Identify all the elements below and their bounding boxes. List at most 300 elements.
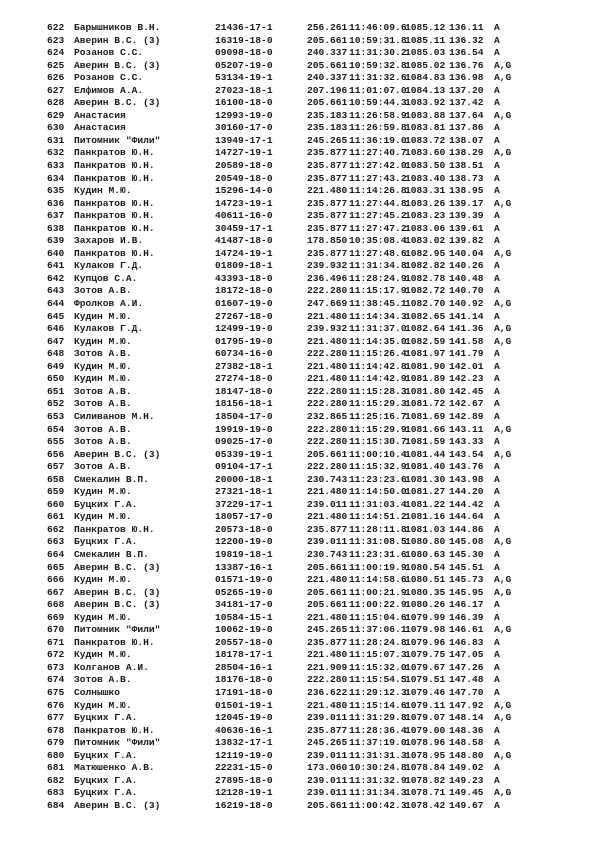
ring-code: 27023-18-1 xyxy=(215,84,273,96)
owner-name: Зотов А.В. xyxy=(74,385,132,397)
coefficient: 142.23 xyxy=(449,373,484,385)
owner-name: Панкратов Ю.Н. xyxy=(74,247,155,259)
table-row xyxy=(0,361,600,374)
speed: 1079.75 xyxy=(405,649,446,661)
coefficient: 137.64 xyxy=(449,109,484,121)
owner-name: Анастасия xyxy=(74,122,126,134)
owner-name: Аверин В.С. (3) xyxy=(74,599,161,611)
row-number: 654 xyxy=(47,423,65,435)
owner-name: Кулаков Г.Д. xyxy=(74,260,144,272)
arrival-time: 11:14:35.0 xyxy=(349,335,407,347)
flags: A xyxy=(494,398,500,410)
row-number: 643 xyxy=(47,285,65,297)
arrival-time: 11:25:16.7 xyxy=(349,410,407,422)
table-row xyxy=(0,624,600,637)
ring-code: 30459-17-1 xyxy=(215,222,273,234)
table-row xyxy=(0,574,600,587)
speed: 1082.95 xyxy=(405,247,446,259)
row-number: 627 xyxy=(47,84,65,96)
speed: 1081.72 xyxy=(405,398,446,410)
flags: A xyxy=(494,222,500,234)
ring-code: 13387-16-1 xyxy=(215,561,273,573)
speed: 1083.31 xyxy=(405,185,446,197)
arrival-time: 11:14:26.8 xyxy=(349,185,407,197)
ring-code: 13832-17-1 xyxy=(215,737,273,749)
arrival-time: 11:27:43.2 xyxy=(349,172,407,184)
coefficient: 149.67 xyxy=(449,799,484,811)
coefficient: 144.42 xyxy=(449,498,484,510)
flags: A,G xyxy=(494,59,512,71)
speed: 1081.89 xyxy=(405,373,446,385)
owner-name: Зотов А.В. xyxy=(74,398,132,410)
table-row xyxy=(0,386,600,399)
coefficient: 148.58 xyxy=(449,737,484,749)
flags: A xyxy=(494,348,500,360)
distance: 221.480 xyxy=(307,335,348,347)
coefficient: 143.98 xyxy=(449,473,484,485)
flags: A,G xyxy=(494,536,512,548)
ring-code: 12128-19-1 xyxy=(215,787,273,799)
coefficient: 147.05 xyxy=(449,649,484,661)
row-number: 628 xyxy=(47,97,65,109)
arrival-time: 11:27:48.6 xyxy=(349,247,407,259)
row-number: 638 xyxy=(47,222,65,234)
arrival-time: 11:15:29.3 xyxy=(349,398,407,410)
row-number: 669 xyxy=(47,611,65,623)
flags: A xyxy=(494,661,500,673)
flags: A,G xyxy=(494,335,512,347)
coefficient: 140.92 xyxy=(449,298,484,310)
speed: 1080.26 xyxy=(405,599,446,611)
coefficient: 149.45 xyxy=(449,787,484,799)
owner-name: Кудин М.Ю. xyxy=(74,611,132,623)
coefficient: 140.26 xyxy=(449,260,484,272)
row-number: 670 xyxy=(47,624,65,636)
ring-code: 05265-19-0 xyxy=(215,586,273,598)
arrival-time: 11:00:22.9 xyxy=(349,599,407,611)
flags: A xyxy=(494,649,500,661)
row-number: 645 xyxy=(47,310,65,322)
owner-name: Анастасия xyxy=(74,109,126,121)
coefficient: 148.14 xyxy=(449,712,484,724)
row-number: 629 xyxy=(47,109,65,121)
table-row xyxy=(0,398,600,411)
coefficient: 142.01 xyxy=(449,360,484,372)
row-number: 675 xyxy=(47,686,65,698)
speed: 1079.96 xyxy=(405,636,446,648)
flags: A xyxy=(494,762,500,774)
coefficient: 140.04 xyxy=(449,247,484,259)
table-row xyxy=(0,160,600,173)
coefficient: 137.20 xyxy=(449,84,484,96)
arrival-time: 11:14:51.2 xyxy=(349,511,407,523)
coefficient: 136.32 xyxy=(449,34,484,46)
speed: 1083.02 xyxy=(405,235,446,247)
flags: A xyxy=(494,461,500,473)
distance: 235.877 xyxy=(307,247,348,259)
table-row xyxy=(0,22,600,35)
flags: A xyxy=(494,235,500,247)
arrival-time: 11:00:10.4 xyxy=(349,448,407,460)
table-row xyxy=(0,536,600,549)
row-number: 660 xyxy=(47,498,65,510)
owner-name: Купцов С.А. xyxy=(74,272,138,284)
distance: 239.011 xyxy=(307,774,348,786)
owner-name: Зотов А.В. xyxy=(74,674,132,686)
row-number: 640 xyxy=(47,247,65,259)
row-number: 647 xyxy=(47,335,65,347)
distance: 235.877 xyxy=(307,523,348,535)
table-row xyxy=(0,775,600,788)
flags: A,G xyxy=(494,749,512,761)
ring-code: 27321-18-1 xyxy=(215,486,273,498)
coefficient: 142.89 xyxy=(449,410,484,422)
speed: 1081.66 xyxy=(405,423,446,435)
flags: A xyxy=(494,511,500,523)
speed: 1079.07 xyxy=(405,712,446,724)
distance: 205.661 xyxy=(307,59,348,71)
speed: 1081.40 xyxy=(405,461,446,473)
arrival-time: 11:28:36.4 xyxy=(349,724,407,736)
owner-name: Силиванов М.Н. xyxy=(74,410,155,422)
arrival-time: 11:15:54.5 xyxy=(349,674,407,686)
owner-name: Солнышко xyxy=(74,686,121,698)
distance: 222.280 xyxy=(307,398,348,410)
coefficient: 147.92 xyxy=(449,699,484,711)
row-number: 668 xyxy=(47,599,65,611)
arrival-time: 11:28:24.9 xyxy=(349,272,407,284)
row-number: 662 xyxy=(47,523,65,535)
arrival-time: 11:36:19.0 xyxy=(349,134,407,146)
owner-name: Кудин М.Ю. xyxy=(74,486,132,498)
owner-name: Аверин В.С. (3) xyxy=(74,799,161,811)
ring-code: 18176-18-0 xyxy=(215,674,273,686)
table-row xyxy=(0,549,600,562)
speed: 1081.59 xyxy=(405,436,446,448)
arrival-time: 11:15:29.9 xyxy=(349,423,407,435)
speed: 1081.44 xyxy=(405,448,446,460)
flags: A xyxy=(494,724,500,736)
distance: 230.743 xyxy=(307,548,348,560)
table-row xyxy=(0,47,600,60)
table-row xyxy=(0,72,600,85)
ring-code: 16100-18-0 xyxy=(215,97,273,109)
row-number: 655 xyxy=(47,436,65,448)
coefficient: 145.95 xyxy=(449,586,484,598)
owner-name: Панкратов Ю.Н. xyxy=(74,147,155,159)
ring-code: 14723-19-1 xyxy=(215,197,273,209)
results-table xyxy=(0,22,600,812)
speed: 1085.03 xyxy=(405,47,446,59)
ring-code: 17191-18-0 xyxy=(215,686,273,698)
table-row xyxy=(0,223,600,236)
distance: 240.337 xyxy=(307,47,348,59)
flags: A xyxy=(494,22,500,33)
table-row xyxy=(0,273,600,286)
row-number: 666 xyxy=(47,574,65,586)
flags: A xyxy=(494,799,500,811)
table-row xyxy=(0,599,600,612)
arrival-time: 11:23:23.6 xyxy=(349,473,407,485)
row-number: 641 xyxy=(47,260,65,272)
arrival-time: 11:37:19.0 xyxy=(349,737,407,749)
owner-name: Буцких Г.А. xyxy=(74,536,138,548)
flags: A xyxy=(494,385,500,397)
speed: 1083.50 xyxy=(405,160,446,172)
flags: A xyxy=(494,360,500,372)
arrival-time: 11:14:34.3 xyxy=(349,310,407,322)
ring-code: 18178-17-1 xyxy=(215,649,273,661)
owner-name: Буцких Г.А. xyxy=(74,498,138,510)
row-number: 633 xyxy=(47,160,65,172)
speed: 1082.72 xyxy=(405,285,446,297)
flags: A xyxy=(494,498,500,510)
distance: 236.496 xyxy=(307,272,348,284)
arrival-time: 11:15:04.6 xyxy=(349,611,407,623)
flags: A xyxy=(494,47,500,59)
distance: 235.877 xyxy=(307,210,348,222)
table-row xyxy=(0,424,600,437)
arrival-time: 11:00:21.9 xyxy=(349,586,407,598)
distance: 205.661 xyxy=(307,448,348,460)
distance: 173.060 xyxy=(307,762,348,774)
speed: 1080.51 xyxy=(405,574,446,586)
table-row xyxy=(0,587,600,600)
ring-code: 12119-19-0 xyxy=(215,749,273,761)
ring-code: 20573-18-0 xyxy=(215,523,273,535)
speed: 1081.80 xyxy=(405,385,446,397)
speed: 1085.11 xyxy=(405,34,446,46)
table-row xyxy=(0,210,600,223)
distance: 221.480 xyxy=(307,574,348,586)
speed: 1083.92 xyxy=(405,97,446,109)
distance: 235.183 xyxy=(307,109,348,121)
speed: 1079.67 xyxy=(405,661,446,673)
table-row xyxy=(0,562,600,575)
arrival-time: 10:35:08.4 xyxy=(349,235,407,247)
row-number: 664 xyxy=(47,548,65,560)
table-row xyxy=(0,60,600,73)
distance: 222.280 xyxy=(307,423,348,435)
ring-code: 43393-18-0 xyxy=(215,272,273,284)
coefficient: 138.07 xyxy=(449,134,484,146)
row-number: 679 xyxy=(47,737,65,749)
coefficient: 146.17 xyxy=(449,599,484,611)
table-row xyxy=(0,762,600,775)
owner-name: Кудин М.Ю. xyxy=(74,360,132,372)
row-number: 651 xyxy=(47,385,65,397)
flags: A xyxy=(494,185,500,197)
arrival-time: 11:46:09.6 xyxy=(349,22,407,33)
distance: 245.265 xyxy=(307,624,348,636)
distance: 239.011 xyxy=(307,536,348,548)
arrival-time: 11:01:07.0 xyxy=(349,84,407,96)
speed: 1079.00 xyxy=(405,724,446,736)
table-row xyxy=(0,787,600,800)
ring-code: 27382-18-1 xyxy=(215,360,273,372)
owner-name: Захаров И.В. xyxy=(74,235,144,247)
arrival-time: 10:59:32.8 xyxy=(349,59,407,71)
arrival-time: 11:31:37.0 xyxy=(349,323,407,335)
coefficient: 138.29 xyxy=(449,147,484,159)
owner-name: Кудин М.Ю. xyxy=(74,335,132,347)
ring-code: 16319-18-0 xyxy=(215,34,273,46)
row-number: 637 xyxy=(47,210,65,222)
speed: 1083.88 xyxy=(405,109,446,121)
row-number: 673 xyxy=(47,661,65,673)
owner-name: Панкратов Ю.Н. xyxy=(74,210,155,222)
coefficient: 141.14 xyxy=(449,310,484,322)
distance: 240.337 xyxy=(307,72,348,84)
coefficient: 147.70 xyxy=(449,686,484,698)
flags: A,G xyxy=(494,574,512,586)
table-row xyxy=(0,750,600,763)
row-number: 665 xyxy=(47,561,65,573)
speed: 1078.42 xyxy=(405,799,446,811)
table-row xyxy=(0,260,600,273)
distance: 221.480 xyxy=(307,649,348,661)
owner-name: Кудин М.Ю. xyxy=(74,310,132,322)
speed: 1078.96 xyxy=(405,737,446,749)
flags: A xyxy=(494,34,500,46)
flags: A xyxy=(494,599,500,611)
arrival-time: 10:30:24.8 xyxy=(349,762,407,774)
owner-name: Матюшенко А.В. xyxy=(74,762,155,774)
owner-name: Смекалин В.П. xyxy=(74,548,149,560)
ring-code: 01501-19-1 xyxy=(215,699,273,711)
coefficient: 145.30 xyxy=(449,548,484,560)
table-row xyxy=(0,298,600,311)
table-row xyxy=(0,85,600,98)
owner-name: Фролков А.И. xyxy=(74,298,144,310)
speed: 1082.78 xyxy=(405,272,446,284)
owner-name: Колганов А.И. xyxy=(74,661,149,673)
flags: A xyxy=(494,260,500,272)
coefficient: 138.73 xyxy=(449,172,484,184)
ring-code: 27895-18-0 xyxy=(215,774,273,786)
distance: 235.877 xyxy=(307,222,348,234)
distance: 205.661 xyxy=(307,586,348,598)
coefficient: 140.48 xyxy=(449,272,484,284)
arrival-time: 11:27:45.2 xyxy=(349,210,407,222)
owner-name: Буцких Г.А. xyxy=(74,712,138,724)
speed: 1083.72 xyxy=(405,134,446,146)
ring-code: 20557-18-0 xyxy=(215,636,273,648)
row-number: 650 xyxy=(47,373,65,385)
flags: A,G xyxy=(494,624,512,636)
flags: A xyxy=(494,737,500,749)
row-number: 684 xyxy=(47,799,65,811)
distance: 222.280 xyxy=(307,285,348,297)
table-row xyxy=(0,35,600,48)
arrival-time: 11:26:59.8 xyxy=(349,122,407,134)
speed: 1083.81 xyxy=(405,122,446,134)
row-number: 634 xyxy=(47,172,65,184)
speed: 1080.54 xyxy=(405,561,446,573)
arrival-time: 11:15:30.7 xyxy=(349,436,407,448)
row-number: 663 xyxy=(47,536,65,548)
speed: 1080.63 xyxy=(405,548,446,560)
row-number: 653 xyxy=(47,410,65,422)
speed: 1081.16 xyxy=(405,511,446,523)
arrival-time: 11:31:30.2 xyxy=(349,47,407,59)
ring-code: 40636-16-1 xyxy=(215,724,273,736)
speed: 1082.59 xyxy=(405,335,446,347)
distance: 205.661 xyxy=(307,97,348,109)
arrival-time: 11:15:32.0 xyxy=(349,661,407,673)
row-number: 667 xyxy=(47,586,65,598)
speed: 1084.83 xyxy=(405,72,446,84)
table-row xyxy=(0,185,600,198)
flags: A,G xyxy=(494,147,512,159)
coefficient: 138.51 xyxy=(449,160,484,172)
owner-name: Кудин М.Ю. xyxy=(74,511,132,523)
row-number: 649 xyxy=(47,360,65,372)
table-row xyxy=(0,637,600,650)
flags: A xyxy=(494,172,500,184)
coefficient: 145.73 xyxy=(449,574,484,586)
arrival-time: 11:14:50.0 xyxy=(349,486,407,498)
coefficient: 141.79 xyxy=(449,348,484,360)
flags: A xyxy=(494,774,500,786)
arrival-time: 11:31:32.9 xyxy=(349,774,407,786)
distance: 235.877 xyxy=(307,147,348,159)
arrival-time: 11:14:42.9 xyxy=(349,373,407,385)
table-row xyxy=(0,285,600,298)
distance: 222.280 xyxy=(307,385,348,397)
arrival-time: 11:31:34.3 xyxy=(349,787,407,799)
distance: 205.661 xyxy=(307,799,348,811)
ring-code: 18147-18-0 xyxy=(215,385,273,397)
coefficient: 137.86 xyxy=(449,122,484,134)
flags: A xyxy=(494,473,500,485)
flags: A xyxy=(494,285,500,297)
owner-name: Кулаков Г.Д. xyxy=(74,323,144,335)
flags: A xyxy=(494,611,500,623)
flags: A xyxy=(494,134,500,146)
distance: 222.280 xyxy=(307,436,348,448)
row-number: 639 xyxy=(47,235,65,247)
flags: A xyxy=(494,561,500,573)
owner-name: Панкратов Ю.Н. xyxy=(74,222,155,234)
owner-name: Зотов А.В. xyxy=(74,285,132,297)
row-number: 674 xyxy=(47,674,65,686)
arrival-time: 11:15:28.3 xyxy=(349,385,407,397)
row-number: 623 xyxy=(47,34,65,46)
speed: 1082.70 xyxy=(405,298,446,310)
owner-name: Аверин В.С. (3) xyxy=(74,97,161,109)
ring-code: 20589-18-0 xyxy=(215,160,273,172)
distance: 221.480 xyxy=(307,373,348,385)
distance: 178.850 xyxy=(307,235,348,247)
owner-name: Аверин В.С. (3) xyxy=(74,586,161,598)
distance: 235.183 xyxy=(307,122,348,134)
table-row xyxy=(0,486,600,499)
row-number: 642 xyxy=(47,272,65,284)
distance: 239.011 xyxy=(307,787,348,799)
table-row xyxy=(0,436,600,449)
row-number: 626 xyxy=(47,72,65,84)
distance: 239.011 xyxy=(307,749,348,761)
flags: A xyxy=(494,210,500,222)
ring-code: 22231-15-0 xyxy=(215,762,273,774)
speed: 1083.23 xyxy=(405,210,446,222)
distance: 222.280 xyxy=(307,348,348,360)
flags: A,G xyxy=(494,323,512,335)
speed: 1080.80 xyxy=(405,536,446,548)
speed: 1081.30 xyxy=(405,473,446,485)
owner-name: Панкратов Ю.Н. xyxy=(74,724,155,736)
